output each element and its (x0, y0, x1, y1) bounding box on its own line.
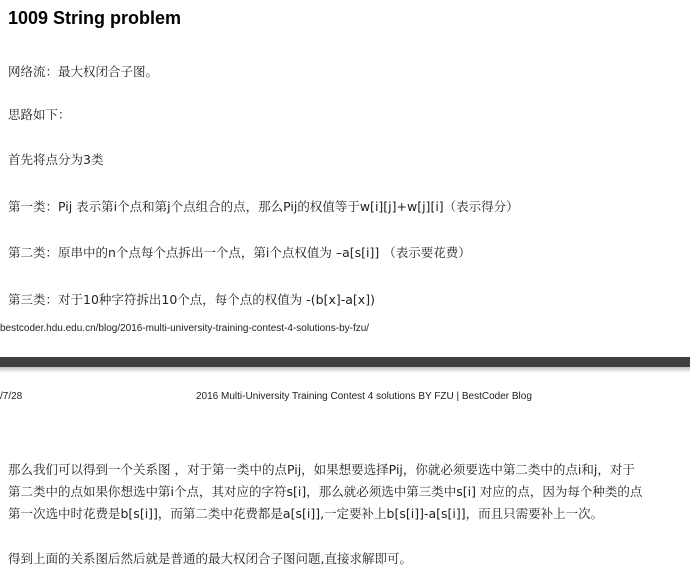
paragraph-class-three: 第三类：对于10种字符拆出10个点，每个点的权值为 -(b[x]-a[x]) (8, 292, 375, 307)
body-line-1: 那么我们可以得到一个关系图 ，对于第一类中的点Pij，如果想要选择Pij，你就必须要选中第二类中的点i和j，对于 (8, 462, 635, 477)
body-line-3: 第一次选中时花费是b[s[i]]，而第二类中花费都是a[s[i]],一定要补上b[s[i]]-a[s[i]]，而且只需要补上一次。 (8, 506, 604, 521)
paragraph-approach: 思路如下： (8, 107, 71, 122)
body-line-2: 第二类中的点如果你想选中第i个点，其对应的字符s[i]，那么就必须选中第三类中s[i] 对应的点，因为每个种类的点 (8, 484, 643, 499)
page-break-bar (0, 357, 690, 367)
paragraph-classes: 首先将点分为3类 (8, 152, 104, 167)
footer-url: bestcoder.hdu.edu.cn/blog/2016-multi-university-training-contest-4-solutions-by-fzu/ (0, 323, 370, 334)
paragraph-intro: 网络流：最大权闭合子图。 (8, 64, 159, 79)
page-header-title: 2016 Multi-University Training Contest 4 solutions BY FZU | BestCoder Blog (196, 391, 532, 402)
page-break-shadow (0, 367, 690, 373)
paragraph-class-two: 第二类：原串中的n个点每个点拆出一个点，第i个点权值为 –a[s[i]] （表示要花费） (8, 245, 471, 260)
page-title: 1009 String problem (8, 8, 182, 28)
body-line-4: 得到上面的关系图后然后就是普通的最大权闭合子图问题,直接求解即可。 (8, 551, 412, 566)
page-header-date: /7/28 (0, 391, 23, 402)
paragraph-class-one: 第一类：Pij 表示第i个点和第j个点组合的点，那么Pij的权值等于w[i][j]+w[j][i]（表示得分） (8, 199, 519, 214)
